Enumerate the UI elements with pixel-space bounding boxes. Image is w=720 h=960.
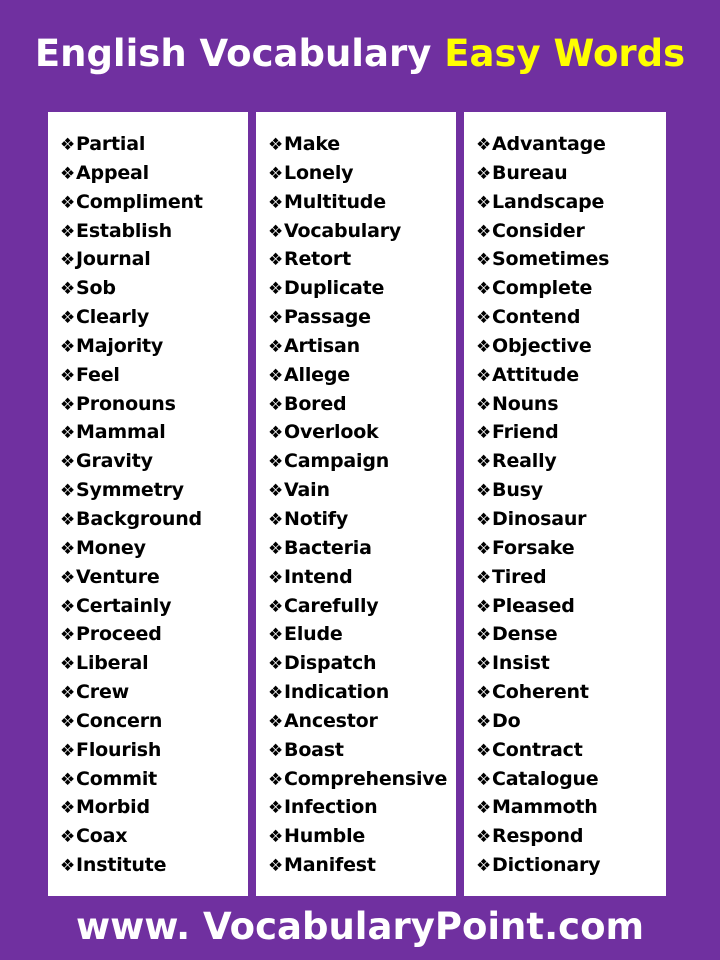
word-text: Gravity — [76, 450, 153, 473]
diamond-bullet-icon: ❖ — [476, 827, 492, 848]
word-item — [476, 245, 666, 274]
diamond-bullet-icon: ❖ — [60, 452, 76, 473]
word-item — [60, 592, 248, 621]
word-text: Dispatch — [284, 652, 377, 675]
word-item — [60, 505, 248, 534]
diamond-bullet-icon: ❖ — [476, 683, 492, 704]
word-item — [268, 188, 456, 217]
word-item — [476, 361, 666, 390]
word-text: Appeal — [76, 161, 149, 184]
word-item — [60, 245, 248, 274]
word-text: Tired — [492, 565, 547, 588]
diamond-bullet-icon: ❖ — [268, 509, 284, 530]
word-item — [476, 793, 666, 822]
title-part-2: Easy Words — [444, 31, 686, 75]
word-text: Bored — [284, 392, 347, 415]
diamond-bullet-icon: ❖ — [268, 135, 284, 155]
word-text: Concern — [76, 709, 163, 732]
diamond-bullet-icon: ❖ — [476, 308, 492, 329]
word-text: Friend — [492, 421, 559, 444]
word-text: Morbid — [76, 796, 150, 819]
word-item — [60, 447, 248, 476]
diamond-bullet-icon: ❖ — [476, 221, 492, 242]
word-text: Intend — [284, 565, 353, 588]
word-text: Crew — [76, 681, 129, 704]
diamond-bullet-icon: ❖ — [476, 192, 492, 213]
word-item — [268, 390, 456, 419]
diamond-bullet-icon: ❖ — [268, 596, 284, 617]
diamond-bullet-icon: ❖ — [268, 538, 284, 559]
word-item — [60, 736, 248, 765]
word-text: Infection — [284, 796, 378, 819]
diamond-bullet-icon: ❖ — [60, 221, 76, 242]
word-item — [268, 217, 456, 246]
word-text: Really — [492, 450, 557, 473]
word-text: Sob — [76, 277, 116, 300]
word-list — [464, 130, 666, 880]
word-text: Retort — [284, 248, 351, 271]
word-item — [60, 361, 248, 390]
word-text: Artisan — [284, 334, 360, 357]
word-item — [60, 159, 248, 188]
word-item — [268, 505, 456, 534]
word-item — [476, 332, 666, 361]
word-text: Dictionary — [492, 854, 601, 877]
word-item — [268, 822, 456, 851]
word-item — [60, 390, 248, 419]
word-text: Consider — [492, 219, 585, 242]
word-item — [268, 736, 456, 765]
word-text: Notify — [284, 507, 349, 530]
word-text: Partial — [76, 133, 146, 155]
word-item — [60, 793, 248, 822]
column-divider — [456, 112, 464, 896]
word-column-2 — [256, 112, 456, 896]
right-border — [666, 112, 720, 896]
word-item — [476, 303, 666, 332]
diamond-bullet-icon: ❖ — [60, 192, 76, 213]
word-text: Indication — [284, 681, 390, 704]
column-divider — [248, 112, 256, 896]
word-item — [476, 390, 666, 419]
footer-banner — [0, 896, 720, 960]
word-text: Contract — [492, 738, 583, 761]
diamond-bullet-icon: ❖ — [476, 135, 492, 155]
word-text: Ancestor — [284, 709, 378, 732]
word-item — [60, 765, 248, 794]
word-item — [268, 851, 456, 880]
word-item — [476, 418, 666, 447]
diamond-bullet-icon: ❖ — [476, 711, 492, 732]
word-text: Liberal — [76, 652, 149, 675]
word-item — [60, 822, 248, 851]
word-text: Busy — [492, 479, 543, 502]
diamond-bullet-icon: ❖ — [60, 625, 76, 646]
diamond-bullet-icon: ❖ — [60, 683, 76, 704]
word-item — [476, 217, 666, 246]
word-item — [268, 476, 456, 505]
word-list — [256, 130, 456, 880]
word-text: Attitude — [492, 363, 579, 386]
word-item — [268, 245, 456, 274]
word-item — [476, 188, 666, 217]
word-text: Symmetry — [76, 479, 184, 502]
word-item — [476, 678, 666, 707]
title-part-1: English Vocabulary — [34, 31, 432, 75]
word-text: Bureau — [492, 161, 568, 184]
word-item — [268, 447, 456, 476]
word-item — [60, 563, 248, 592]
word-item — [60, 476, 248, 505]
diamond-bullet-icon: ❖ — [60, 798, 76, 819]
word-item — [60, 534, 248, 563]
word-item — [476, 159, 666, 188]
diamond-bullet-icon: ❖ — [60, 135, 76, 155]
word-item — [476, 447, 666, 476]
word-list — [48, 130, 248, 880]
word-item — [268, 130, 456, 159]
diamond-bullet-icon: ❖ — [60, 163, 76, 184]
word-text: Catalogue — [492, 767, 599, 790]
word-item — [476, 130, 666, 159]
word-text: Insist — [492, 652, 550, 675]
word-text: Bacteria — [284, 536, 372, 559]
diamond-bullet-icon: ❖ — [268, 192, 284, 213]
diamond-bullet-icon: ❖ — [60, 567, 76, 588]
diamond-bullet-icon: ❖ — [268, 452, 284, 473]
diamond-bullet-icon: ❖ — [476, 336, 492, 357]
diamond-bullet-icon: ❖ — [60, 769, 76, 790]
diamond-bullet-icon: ❖ — [60, 481, 76, 502]
word-text: Overlook — [284, 421, 379, 444]
word-text: Complete — [492, 277, 593, 300]
word-item — [476, 822, 666, 851]
word-item — [476, 505, 666, 534]
word-text: Vocabulary — [284, 219, 402, 242]
diamond-bullet-icon: ❖ — [60, 336, 76, 357]
word-text: Background — [76, 507, 202, 530]
diamond-bullet-icon: ❖ — [476, 452, 492, 473]
diamond-bullet-icon: ❖ — [60, 596, 76, 617]
word-item — [60, 851, 248, 880]
word-text: Certainly — [76, 594, 172, 617]
diamond-bullet-icon: ❖ — [60, 250, 76, 271]
word-item — [60, 217, 248, 246]
word-text: Manifest — [284, 854, 376, 877]
diamond-bullet-icon: ❖ — [60, 423, 76, 444]
word-item — [268, 303, 456, 332]
word-item — [268, 563, 456, 592]
diamond-bullet-icon: ❖ — [268, 163, 284, 184]
word-item — [268, 592, 456, 621]
diamond-bullet-icon: ❖ — [268, 798, 284, 819]
word-text: Duplicate — [284, 277, 385, 300]
word-text: Pronouns — [76, 392, 176, 415]
word-text: Boast — [284, 738, 344, 761]
word-item — [60, 678, 248, 707]
diamond-bullet-icon: ❖ — [60, 394, 76, 415]
word-text: Nouns — [492, 392, 559, 415]
word-text: Advantage — [492, 133, 606, 155]
diamond-bullet-icon: ❖ — [268, 711, 284, 732]
word-item — [60, 274, 248, 303]
word-text: Carefully — [284, 594, 379, 617]
left-border — [0, 112, 48, 896]
diamond-bullet-icon: ❖ — [268, 567, 284, 588]
diamond-bullet-icon: ❖ — [476, 625, 492, 646]
word-text: Humble — [284, 825, 366, 848]
word-item — [476, 851, 666, 880]
word-text: Coherent — [492, 681, 589, 704]
diamond-bullet-icon: ❖ — [268, 769, 284, 790]
diamond-bullet-icon: ❖ — [476, 509, 492, 530]
word-text: Do — [492, 709, 521, 732]
word-item — [268, 678, 456, 707]
word-text: Commit — [76, 767, 158, 790]
word-text: Forsake — [492, 536, 575, 559]
page-title — [35, 32, 685, 75]
diamond-bullet-icon: ❖ — [268, 654, 284, 675]
word-item — [268, 534, 456, 563]
diamond-bullet-icon: ❖ — [60, 308, 76, 329]
diamond-bullet-icon: ❖ — [268, 308, 284, 329]
word-item — [476, 592, 666, 621]
diamond-bullet-icon: ❖ — [476, 567, 492, 588]
word-item — [60, 303, 248, 332]
word-item — [268, 418, 456, 447]
word-item — [60, 130, 248, 159]
diamond-bullet-icon: ❖ — [60, 654, 76, 675]
diamond-bullet-icon: ❖ — [268, 394, 284, 415]
word-text: Money — [76, 536, 146, 559]
diamond-bullet-icon: ❖ — [268, 827, 284, 848]
word-item — [60, 188, 248, 217]
word-text: Campaign — [284, 450, 390, 473]
word-text: Multitude — [284, 190, 386, 213]
diamond-bullet-icon: ❖ — [268, 221, 284, 242]
word-item — [476, 649, 666, 678]
diamond-bullet-icon: ❖ — [268, 740, 284, 761]
diamond-bullet-icon: ❖ — [60, 538, 76, 559]
word-item — [268, 793, 456, 822]
word-item — [476, 274, 666, 303]
word-item — [476, 534, 666, 563]
diamond-bullet-icon: ❖ — [476, 769, 492, 790]
word-item — [268, 620, 456, 649]
diamond-bullet-icon: ❖ — [476, 250, 492, 271]
word-text: Landscape — [492, 190, 605, 213]
diamond-bullet-icon: ❖ — [476, 538, 492, 559]
word-text: Clearly — [76, 306, 150, 329]
word-item — [268, 159, 456, 188]
diamond-bullet-icon: ❖ — [268, 423, 284, 444]
word-item — [268, 707, 456, 736]
word-text: Lonely — [284, 161, 354, 184]
word-text: Allege — [284, 363, 350, 386]
word-item — [60, 620, 248, 649]
diamond-bullet-icon: ❖ — [476, 654, 492, 675]
diamond-bullet-icon: ❖ — [476, 279, 492, 300]
diamond-bullet-icon: ❖ — [476, 798, 492, 819]
word-text: Make — [284, 133, 340, 155]
word-item — [60, 649, 248, 678]
word-text: Pleased — [492, 594, 575, 617]
word-item — [476, 476, 666, 505]
word-item — [60, 418, 248, 447]
word-text: Sometimes — [492, 248, 610, 271]
word-item — [476, 707, 666, 736]
word-text: Mammal — [76, 421, 166, 444]
diamond-bullet-icon: ❖ — [268, 683, 284, 704]
word-item — [476, 620, 666, 649]
diamond-bullet-icon: ❖ — [60, 827, 76, 848]
diamond-bullet-icon: ❖ — [60, 856, 76, 877]
word-column-3 — [464, 112, 666, 896]
diamond-bullet-icon: ❖ — [268, 625, 284, 646]
word-text: Elude — [284, 623, 343, 646]
header-banner — [0, 0, 720, 112]
word-text: Mammoth — [492, 796, 598, 819]
diamond-bullet-icon: ❖ — [476, 394, 492, 415]
word-text: Dense — [492, 623, 558, 646]
word-item — [268, 649, 456, 678]
word-item — [268, 274, 456, 303]
diamond-bullet-icon: ❖ — [476, 163, 492, 184]
diamond-bullet-icon: ❖ — [268, 481, 284, 502]
word-text: Coax — [76, 825, 128, 848]
word-text: Proceed — [76, 623, 162, 646]
diamond-bullet-icon: ❖ — [476, 856, 492, 877]
diamond-bullet-icon: ❖ — [268, 279, 284, 300]
website-url: www. VocabularyPoint.com — [75, 904, 645, 948]
word-text: Feel — [76, 363, 120, 386]
word-text: Passage — [284, 306, 371, 329]
word-item — [476, 563, 666, 592]
word-item — [268, 765, 456, 794]
word-item — [60, 707, 248, 736]
word-item — [60, 332, 248, 361]
diamond-bullet-icon: ❖ — [476, 596, 492, 617]
word-text: Dinosaur — [492, 507, 587, 530]
word-text: Institute — [76, 854, 167, 877]
word-item — [268, 332, 456, 361]
word-text: Objective — [492, 334, 592, 357]
diamond-bullet-icon: ❖ — [476, 423, 492, 444]
diamond-bullet-icon: ❖ — [60, 279, 76, 300]
word-column-1 — [48, 112, 248, 896]
word-text: Compliment — [76, 190, 203, 213]
word-text: Vain — [284, 479, 330, 502]
word-text: Venture — [76, 565, 160, 588]
word-text: Flourish — [76, 738, 162, 761]
diamond-bullet-icon: ❖ — [60, 740, 76, 761]
word-text: Respond — [492, 825, 584, 848]
word-item — [476, 736, 666, 765]
diamond-bullet-icon: ❖ — [476, 365, 492, 386]
diamond-bullet-icon: ❖ — [268, 365, 284, 386]
word-text: Contend — [492, 306, 581, 329]
diamond-bullet-icon: ❖ — [268, 250, 284, 271]
diamond-bullet-icon: ❖ — [60, 711, 76, 732]
diamond-bullet-icon: ❖ — [476, 481, 492, 502]
word-text: Journal — [76, 248, 151, 271]
diamond-bullet-icon: ❖ — [476, 740, 492, 761]
word-item — [268, 361, 456, 390]
word-text: Majority — [76, 334, 164, 357]
diamond-bullet-icon: ❖ — [268, 856, 284, 877]
word-text: Comprehensive — [284, 767, 448, 790]
diamond-bullet-icon: ❖ — [268, 336, 284, 357]
diamond-bullet-icon: ❖ — [60, 509, 76, 530]
word-text: Establish — [76, 219, 172, 242]
word-item — [476, 765, 666, 794]
diamond-bullet-icon: ❖ — [60, 365, 76, 386]
